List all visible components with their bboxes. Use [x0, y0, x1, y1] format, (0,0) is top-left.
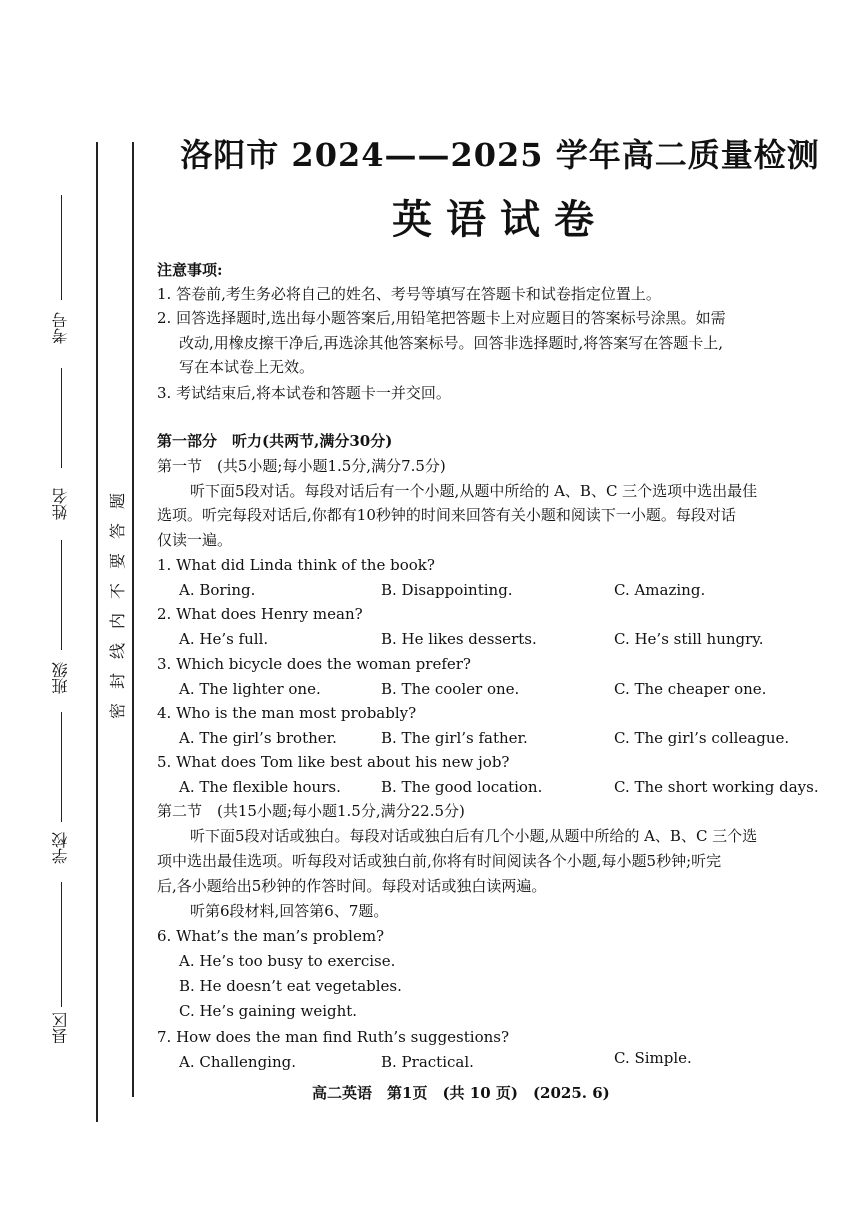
seal-char: 密	[108, 703, 127, 720]
notes-item-continuation: 写在本试卷上无效。	[179, 358, 315, 376]
page-footer: 高二英语 第1页 (共 10 页) (2025. 6)	[312, 1084, 610, 1102]
option-a: A. He’s full.	[179, 630, 269, 648]
option-b: B. The girl’s father.	[381, 729, 528, 747]
option-a: A. The girl’s brother.	[179, 729, 337, 747]
seal-char: 线	[108, 643, 127, 660]
name-blank-line	[61, 540, 62, 650]
option-b: B. Disappointing.	[381, 581, 513, 599]
exam-number-blank-line	[61, 195, 62, 300]
class-blank-line	[61, 712, 62, 822]
exam-number-blank-line-lower	[61, 368, 62, 468]
exam-title: 洛阳市 2024——2025 学年高二质量检测	[180, 136, 820, 174]
notes-item: 3. 考试结束后,将本试卷和答题卡一并交回。	[157, 384, 451, 402]
option-b: B. The cooler one.	[381, 680, 520, 698]
binding-line-outer	[96, 142, 98, 1122]
section1-instruction: 仅读一遍。	[157, 531, 233, 549]
part1-heading: 第一部分 听力(共两节,满分30分)	[157, 432, 393, 450]
seal-char: 要	[108, 553, 127, 570]
class-label: 班级	[51, 662, 70, 694]
option-c: C. Amazing.	[614, 581, 706, 599]
subject-title: 英语试卷	[392, 196, 608, 243]
notes-item: 2. 回答选择题时,选出每小题答案后,用铅笔把答题卡上对应题目的答案标号涂黑。如需	[157, 309, 726, 327]
notes-heading: 注意事项:	[157, 261, 223, 279]
option-c: C. The short working days.	[614, 778, 819, 796]
seal-char: 题	[108, 493, 127, 510]
notes-item-continuation: 改动,用橡皮擦干净后,再选涂其他答案标号。回答非选择题时,将答案写在答题卡上,	[179, 334, 724, 352]
seal-char: 不	[108, 583, 127, 600]
seal-char: 内	[108, 613, 127, 630]
option-c: C. The cheaper one.	[614, 680, 767, 698]
school-label: 学校	[51, 832, 70, 864]
question-1: 1. What did Linda think of the book?	[157, 556, 435, 574]
option-b: B. Practical.	[381, 1053, 474, 1071]
section2-instruction: 后,各小题给出5秒钟的作答时间。每段对话或独白读两遍。	[157, 877, 547, 895]
option-a: A. The flexible hours.	[179, 778, 341, 796]
option-b: B. He doesn’t eat vegetables.	[179, 977, 402, 995]
section2-instruction: 听下面5段对话或独白。每段对话或独白后有几个小题,从题中所给的 A、B、C 三个选	[190, 827, 758, 845]
notes-item: 1. 答卷前,考生务必将自己的姓名、考号等填写在答题卡和试卷指定位置上。	[157, 285, 661, 303]
section2-heading: 第二节 (共15小题;每小题1.5分,满分22.5分)	[157, 802, 465, 820]
seal-text	[107, 486, 129, 726]
option-a: A. The lighter one.	[179, 680, 321, 698]
question-4: 4. Who is the man most probably?	[157, 704, 417, 722]
question-6: 6. What’s the man’s problem?	[157, 927, 385, 945]
option-a: A. Challenging.	[179, 1053, 297, 1071]
section1-instruction: 听下面5段对话。每段对话后有一个小题,从题中所给的 A、B、C 三个选项中选出最佳	[190, 482, 758, 500]
option-b: B. He likes desserts.	[381, 630, 537, 648]
question-5: 5. What does Tom like best about his new job?	[157, 753, 510, 771]
district-label: 县区	[51, 1012, 70, 1044]
material-note: 听第6段材料,回答第6、7题。	[190, 902, 389, 920]
exam-number-label: 考号	[51, 312, 70, 344]
seal-char: 封	[108, 673, 127, 690]
name-label: 姓名	[51, 488, 70, 520]
question-7: 7. How does the man find Ruth’s suggestions?	[157, 1028, 510, 1046]
option-a: A. Boring.	[179, 581, 256, 599]
seal-char: 答	[108, 523, 127, 540]
option-b: B. The good location.	[381, 778, 543, 796]
option-c: C. He’s still hungry.	[614, 630, 764, 648]
section1-heading: 第一节 (共5小题;每小题1.5分,满分7.5分)	[157, 457, 446, 475]
option-c: C. Simple.	[614, 1049, 692, 1067]
school-blank-line	[61, 882, 62, 1007]
question-2: 2. What does Henry mean?	[157, 605, 363, 623]
option-c: C. The girl’s colleague.	[614, 729, 790, 747]
question-3: 3. Which bicycle does the woman prefer?	[157, 655, 471, 673]
section2-instruction: 项中选出最佳选项。听每段对话或独白前,你将有时间阅读各个小题,每小题5秒钟;听完	[157, 852, 722, 870]
option-a: A. He’s too busy to exercise.	[179, 952, 396, 970]
section1-instruction: 选项。听完每段对话后,你都有10秒钟的时间来回答有关小题和阅读下一小题。每段对话	[157, 506, 736, 524]
option-c: C. He’s gaining weight.	[179, 1002, 358, 1020]
